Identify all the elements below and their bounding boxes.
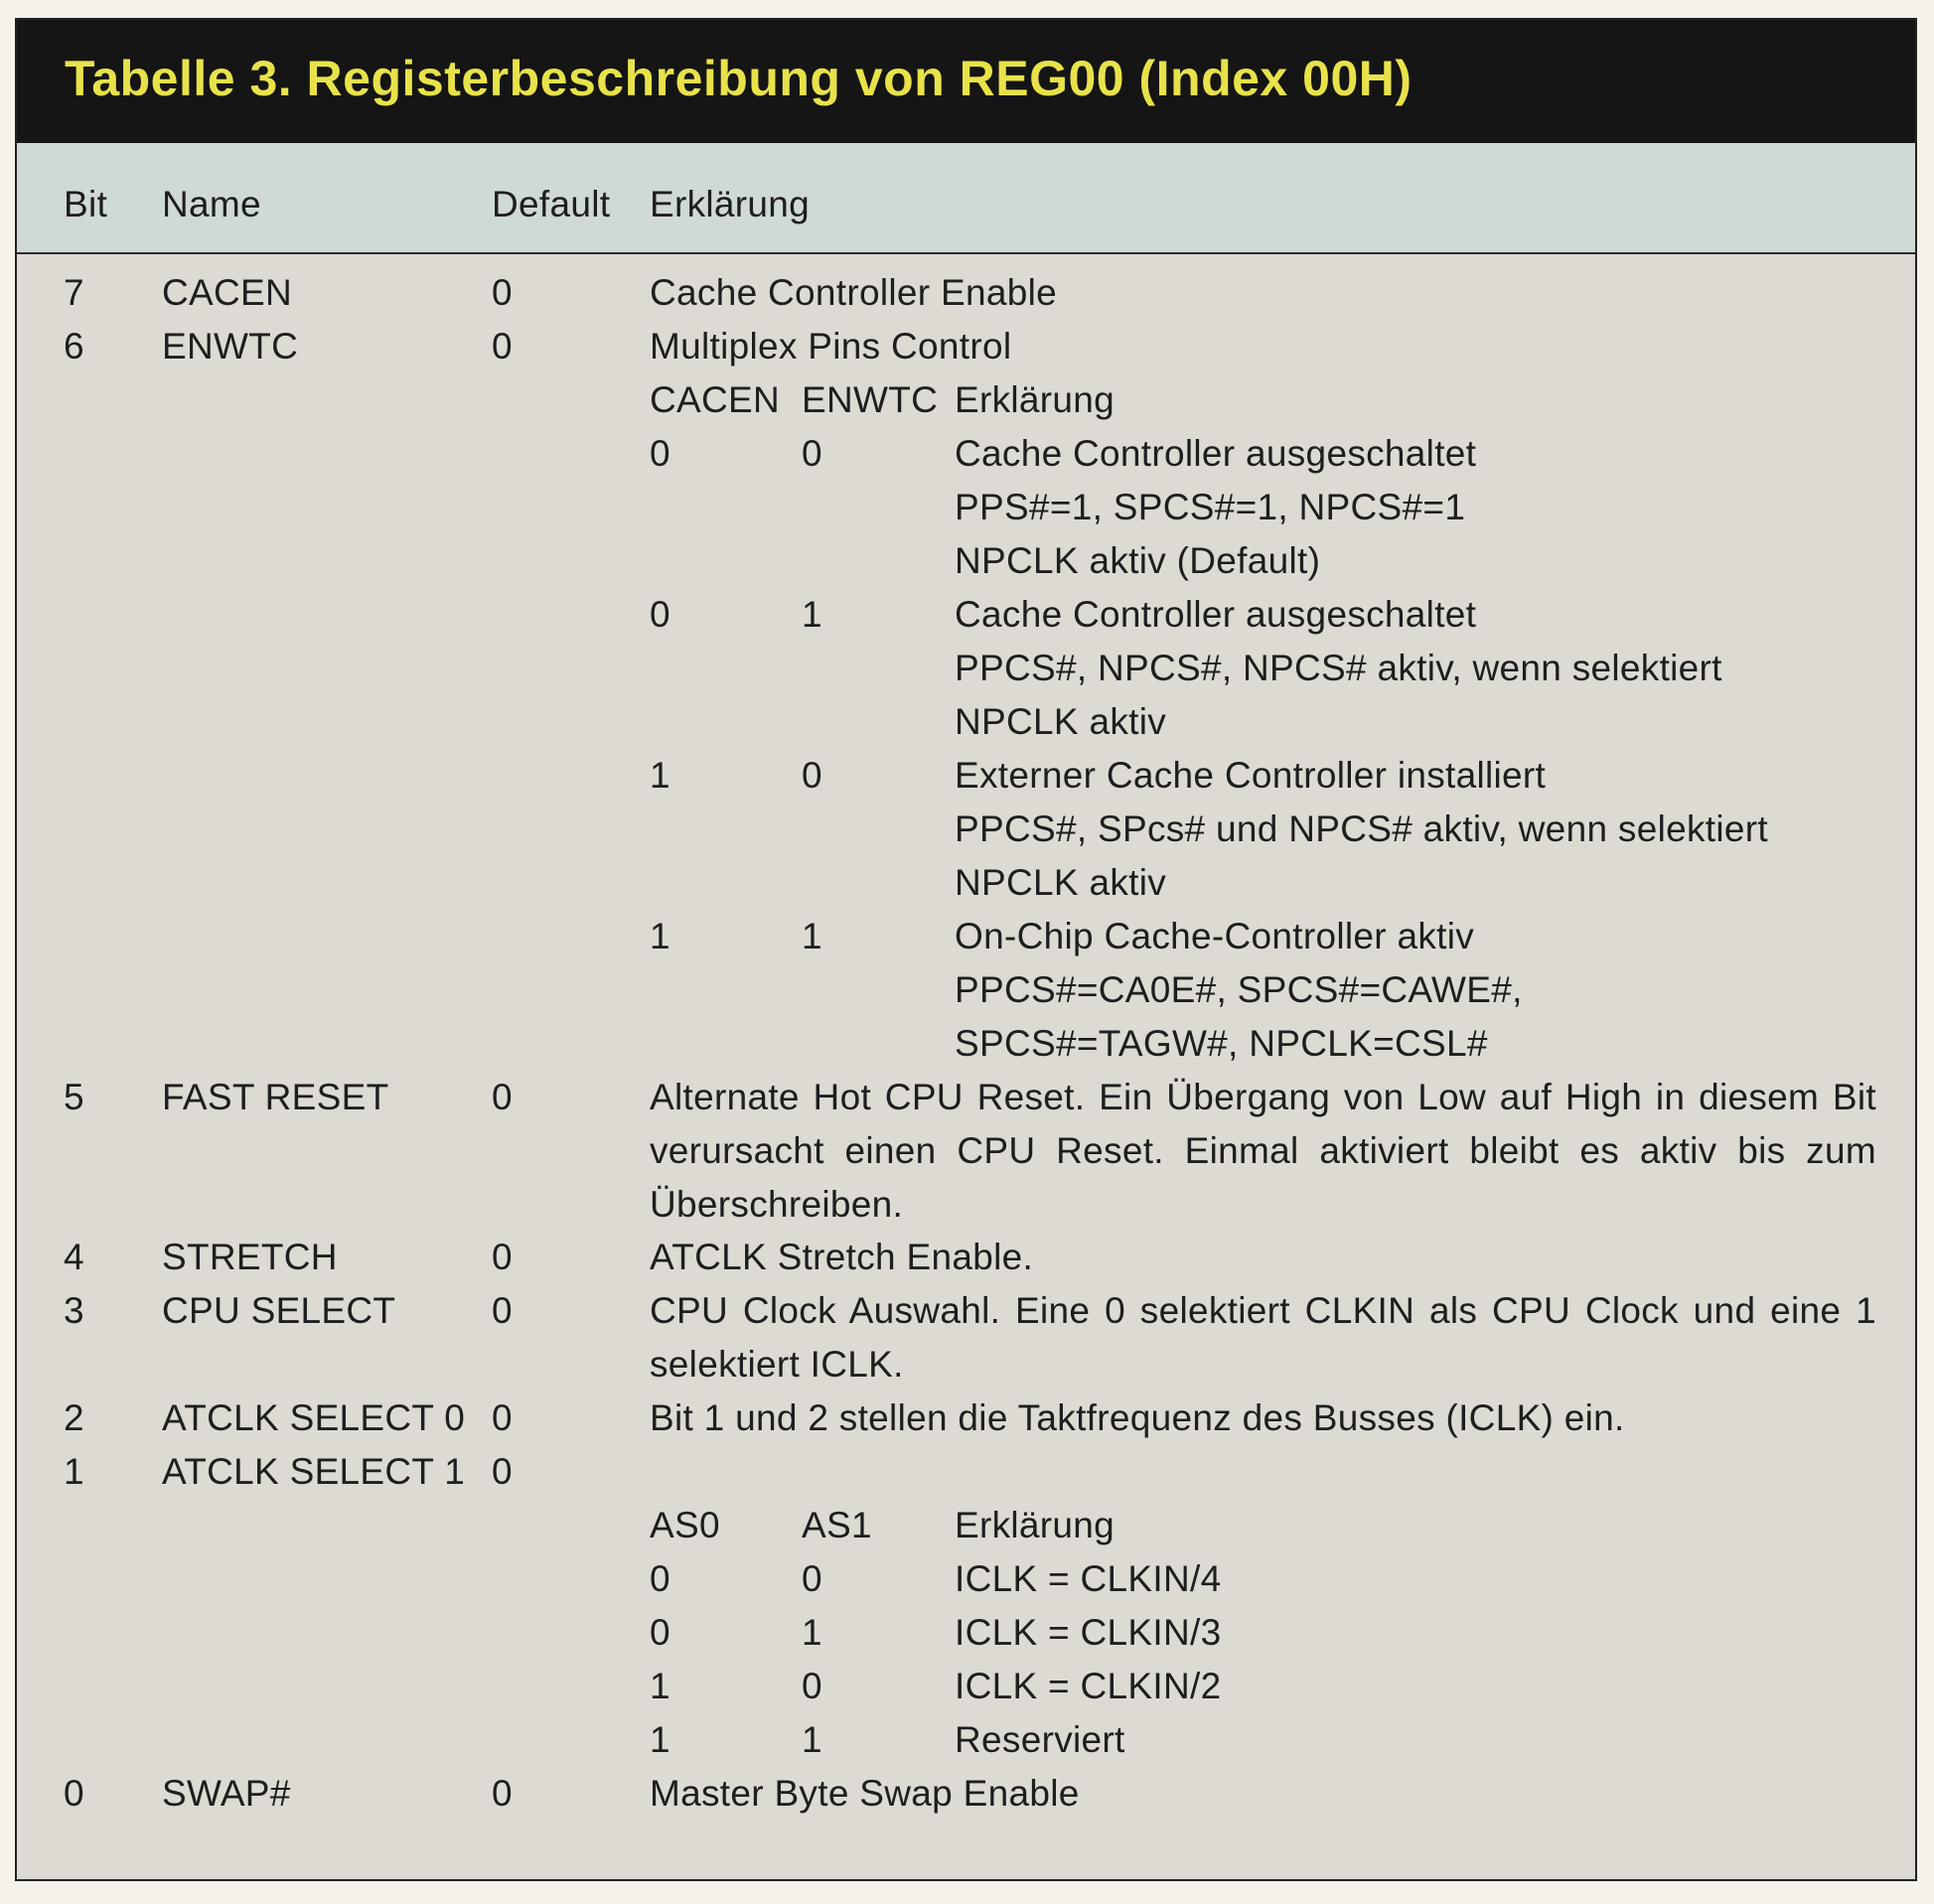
row-bit: 0	[64, 1773, 84, 1814]
table-title: Tabelle 3. Registerbeschreibung von REG00 (Index 00H)	[65, 51, 1413, 106]
row-explanation: Cache Controller Enable	[650, 272, 1058, 313]
row-default: 0	[492, 1397, 513, 1438]
row-default: 0	[492, 1451, 513, 1492]
subtable-text-line: Cache Controller ausgeschaltet	[955, 433, 1477, 474]
subtable-cell-a: 1	[650, 916, 670, 956]
row-explanation: Master Byte Swap Enable	[650, 1773, 1080, 1814]
row-default: 0	[492, 1077, 513, 1117]
subtable-header-cacen: CACEN	[650, 379, 781, 420]
subtable-cell-b: 1	[802, 1719, 822, 1760]
row-explanation-line: selektiert ICLK.	[650, 1344, 904, 1385]
subtable-text-line: PPS#=1, SPCS#=1, NPCS#=1	[955, 487, 1466, 527]
subtable-text-line: Cache Controller ausgeschaltet	[955, 594, 1477, 635]
subtable-text-line: NPCLK aktiv	[955, 701, 1167, 742]
col-header-explanation: Erklärung	[650, 184, 811, 224]
register-table	[15, 18, 1917, 1881]
row-explanation-line: CPU Clock Auswahl. Eine 0 selektiert CLKIN als CPU Clock und eine 1	[650, 1290, 1876, 1331]
row-bit: 2	[64, 1397, 84, 1438]
subtable-text-line: PPCS#, NPCS#, NPCS# aktiv, wenn selektiert	[955, 648, 1722, 688]
subtable-text-line: PPCS#=CA0E#, SPCS#=CAWE#,	[955, 969, 1523, 1010]
col-header-default: Default	[492, 184, 611, 224]
subtable-text-line: SPCS#=TAGW#, NPCLK=CSL#	[955, 1023, 1488, 1064]
subtable-header-explanation: Erklärung	[955, 379, 1116, 420]
subtable-cell-b: 0	[802, 433, 822, 474]
subtable-text-line: On-Chip Cache-Controller aktiv	[955, 916, 1475, 956]
row-name: CPU SELECT	[162, 1290, 396, 1331]
subtable-header-enwtc: ENWTC	[802, 379, 939, 420]
subtable-cell-a: 0	[650, 594, 670, 635]
subtable-text-line: NPCLK aktiv (Default)	[955, 540, 1321, 581]
row-default: 0	[492, 1237, 513, 1277]
subtable-cell-a: 1	[650, 1666, 670, 1706]
subtable-cell-a: 0	[650, 1558, 670, 1599]
row-name: ATCLK SELECT 1	[162, 1451, 466, 1492]
row-default: 0	[492, 272, 513, 313]
subtable-header-explanation: Erklärung	[955, 1505, 1116, 1545]
header-row	[17, 143, 1915, 254]
subtable-cell-b: 1	[802, 1612, 822, 1653]
subtable-text-line: PPCS#, SPcs# und NPCS# aktiv, wenn selektiert	[955, 808, 1768, 849]
subtable-text: ICLK = CLKIN/4	[955, 1558, 1222, 1599]
row-name: FAST RESET	[162, 1077, 389, 1117]
row-name: ENWTC	[162, 326, 299, 366]
subtable-cell-a: 0	[650, 433, 670, 474]
row-explanation: Multiplex Pins Control	[650, 326, 1012, 366]
title-banner	[17, 20, 1915, 143]
row-explanation-line: Alternate Hot CPU Reset. Ein Übergang von Low auf High in diesem Bit	[650, 1077, 1876, 1117]
subtable-text: ICLK = CLKIN/3	[955, 1612, 1222, 1653]
row-bit: 7	[64, 272, 84, 313]
subtable-cell-b: 1	[802, 594, 822, 635]
row-name: SWAP#	[162, 1773, 291, 1814]
row-explanation: Bit 1 und 2 stellen die Taktfrequenz des Busses (ICLK) ein.	[650, 1397, 1625, 1438]
subtable-text-line: Externer Cache Controller installiert	[955, 755, 1547, 796]
row-bit: 4	[64, 1237, 84, 1277]
row-default: 0	[492, 1773, 513, 1814]
row-bit: 1	[64, 1451, 84, 1492]
row-name: ATCLK SELECT 0	[162, 1397, 466, 1438]
row-bit: 5	[64, 1077, 84, 1117]
subtable-cell-a: 0	[650, 1612, 670, 1653]
subtable-text: ICLK = CLKIN/2	[955, 1666, 1222, 1706]
subtable-cell-b: 0	[802, 1558, 822, 1599]
subtable-header-as0: AS0	[650, 1505, 720, 1545]
col-header-name: Name	[162, 184, 261, 224]
row-explanation: ATCLK Stretch Enable.	[650, 1237, 1034, 1277]
row-explanation-line: Überschreiben.	[650, 1184, 904, 1225]
subtable-cell-a: 1	[650, 1719, 670, 1760]
subtable-header-as1: AS1	[802, 1505, 872, 1545]
row-bit: 6	[64, 326, 84, 366]
row-default: 0	[492, 326, 513, 366]
row-explanation-line: verursacht einen CPU Reset. Einmal aktiviert bleibt es aktiv bis zum	[650, 1130, 1876, 1171]
subtable-text-line: NPCLK aktiv	[955, 862, 1167, 903]
row-name: STRETCH	[162, 1237, 338, 1277]
col-header-bit: Bit	[64, 184, 108, 224]
row-bit: 3	[64, 1290, 84, 1331]
subtable-cell-a: 1	[650, 755, 670, 796]
row-default: 0	[492, 1290, 513, 1331]
subtable-cell-b: 0	[802, 755, 822, 796]
subtable-cell-b: 0	[802, 1666, 822, 1706]
row-name: CACEN	[162, 272, 293, 313]
subtable-cell-b: 1	[802, 916, 822, 956]
subtable-text: Reserviert	[955, 1719, 1125, 1760]
